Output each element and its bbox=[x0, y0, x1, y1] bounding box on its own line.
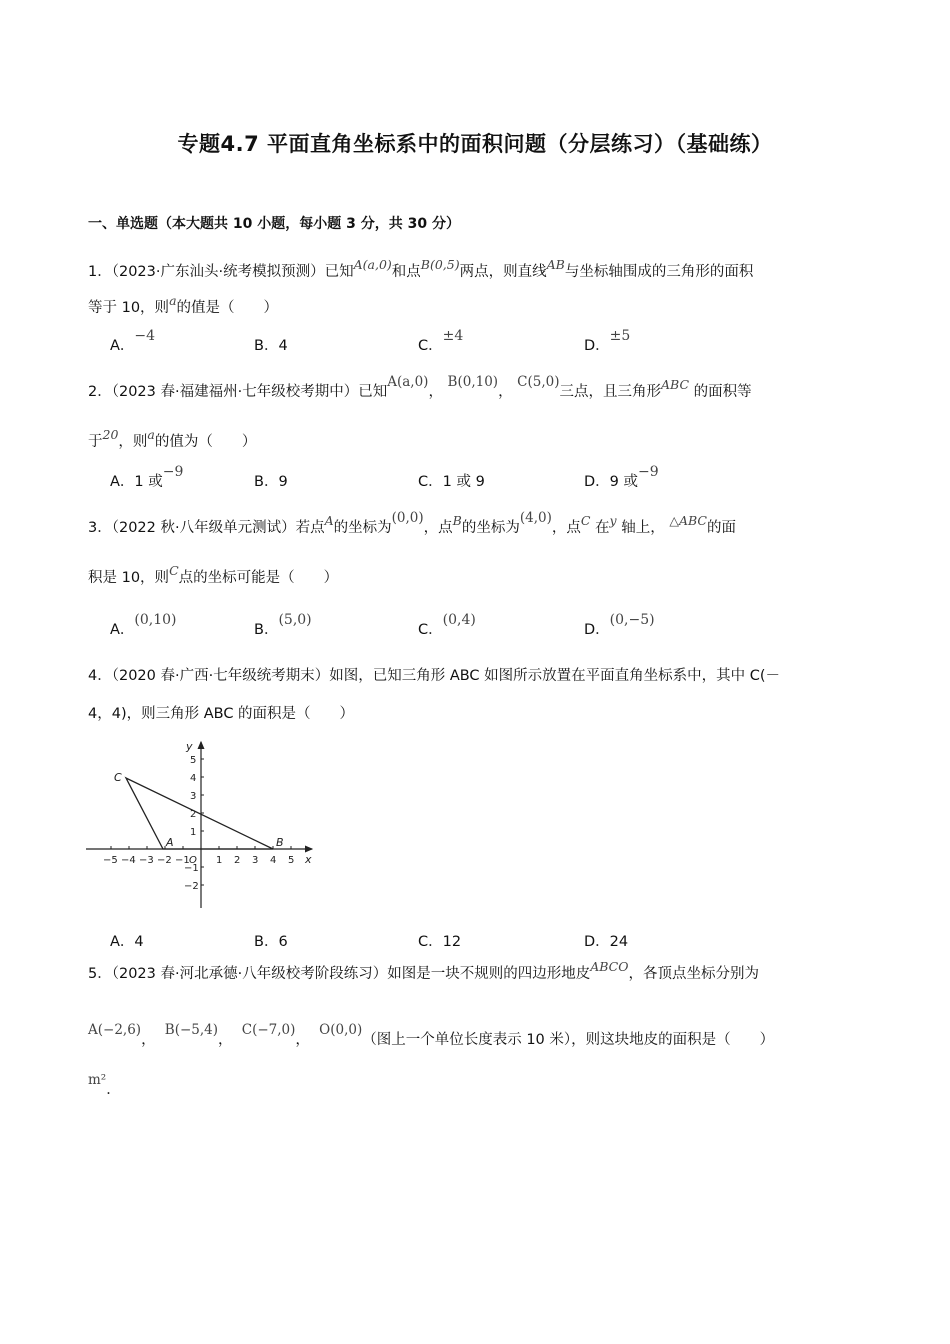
q5-line2: A(−2,6)， B(−5,4)， C(−7,0)， O(0,0)（图上一个单位长度表示 10 米），则这块地皮的面积是（ ） bbox=[88, 1022, 775, 1048]
page-title: 专题4.7 平面直角坐标系中的面积问题（分层练习）（基础练） bbox=[177, 132, 773, 156]
q2-point-b: B(0,10) bbox=[447, 374, 499, 390]
q3-line1: 3．（2022 秋·八年级单元测试）若点A的坐标为(0,0)，点B的坐标为(4,0)，点C 在y 轴上， △ABC的面 bbox=[88, 510, 736, 536]
q2-point-c: C(5,0) bbox=[517, 374, 560, 390]
x-tick-label: −1 bbox=[175, 855, 190, 866]
x-tick-label: −3 bbox=[139, 855, 154, 866]
q1-source: （2023·广东汕头·统考模拟预测）已知 bbox=[111, 264, 354, 280]
origin-label: O bbox=[189, 855, 197, 866]
y-tick-label: 1 bbox=[190, 827, 197, 838]
q1-option-c[interactable]: C．±4 bbox=[418, 328, 464, 354]
q3-option-b[interactable]: B．(5,0) bbox=[254, 612, 312, 638]
q2-line1: 2．（2023 春·福建福州·七年级校考期中）已知A(a,0)， B(0,10)， C(5,0)三点，且三角形ABC 的面积等 bbox=[88, 374, 752, 400]
x-tick-label: 3 bbox=[252, 855, 259, 866]
point-label-c: C bbox=[114, 771, 122, 784]
q1-option-d[interactable]: D．±5 bbox=[584, 328, 631, 354]
q4-coordinate-figure bbox=[86, 738, 326, 914]
y-tick-label: 2 bbox=[190, 809, 197, 820]
q2-option-b[interactable]: B．9 bbox=[254, 474, 288, 490]
q4-option-a[interactable]: A．4 bbox=[110, 934, 144, 950]
y-tick-label: −2 bbox=[184, 881, 199, 892]
q1-line2: 等于 10，则a的值是（ ） bbox=[88, 293, 279, 316]
q5-line1: 5．（2023 春·河北承德·八年级校考阶段练习）如图是一块不规则的四边形地皮ABCO，各顶点坐标分别为 bbox=[88, 959, 759, 982]
x-tick-label: −2 bbox=[157, 855, 172, 866]
q4-line2: 4，4)，则三角形 ABC 的面积是（ ） bbox=[88, 706, 355, 722]
q3-option-d[interactable]: D．(0,−5) bbox=[584, 612, 655, 638]
q4-option-b[interactable]: B．6 bbox=[254, 934, 288, 950]
q1-point-b: B(0,5) bbox=[420, 257, 460, 272]
triangle-abc bbox=[126, 778, 273, 849]
x-tick-label: 1 bbox=[216, 855, 223, 866]
q4-option-d[interactable]: D．24 bbox=[584, 934, 629, 950]
q1-option-a[interactable]: A．−4 bbox=[110, 328, 156, 354]
q3-line2: 积是 10，则C点的坐标可能是（ ） bbox=[88, 563, 339, 586]
x-tick-label: 2 bbox=[234, 855, 241, 866]
y-tick-label: 5 bbox=[190, 755, 197, 766]
y-tick-label: 3 bbox=[190, 791, 197, 802]
q2-option-c[interactable]: C．1 或 9 bbox=[418, 474, 485, 490]
q2-line2: 于20，则a的值为（ ） bbox=[88, 427, 257, 450]
x-axis-label: x bbox=[305, 853, 312, 866]
q3-option-a[interactable]: A．(0,10) bbox=[110, 612, 177, 638]
q1-option-b[interactable]: B．4 bbox=[254, 338, 288, 354]
q2-point-a: A(a,0) bbox=[387, 374, 429, 390]
y-tick-label: −1 bbox=[184, 863, 199, 874]
q3-option-c[interactable]: C．(0,4) bbox=[418, 612, 476, 638]
q1-number: 1． bbox=[88, 264, 112, 280]
q2-option-d[interactable]: D．9 或−9 bbox=[584, 464, 659, 490]
x-tick-label: 4 bbox=[270, 855, 277, 866]
point-label-a: A bbox=[166, 836, 174, 849]
y-axis-label: y bbox=[186, 740, 193, 753]
q4-line1: 4．（2020 春·广西·七年级统考期末）如图，已知三角形 ABC 如图所示放置在平面直角坐标系中，其中 C(－ bbox=[88, 668, 781, 684]
q1-point-a: A(a,0) bbox=[353, 257, 392, 272]
q1-line1: 1．（2023·广东汕头·统考模拟预测）已知A(a,0)和点B(0,5)两点，则直线AB与坐标轴围成的三角形的面积 bbox=[88, 257, 754, 280]
x-tick-label: −4 bbox=[121, 855, 136, 866]
section-heading: 一、单选题（本大题共 10 小题，每小题 3 分，共 30 分） bbox=[88, 216, 460, 232]
y-tick-label: 4 bbox=[190, 773, 197, 784]
q2-option-a[interactable]: A．1 或−9 bbox=[110, 464, 184, 490]
point-label-b: B bbox=[276, 836, 284, 849]
q5-line3: m²． bbox=[88, 1072, 121, 1098]
q4-option-c[interactable]: C．12 bbox=[418, 934, 462, 950]
x-tick-label: −5 bbox=[103, 855, 118, 866]
x-tick-label: 5 bbox=[288, 855, 295, 866]
